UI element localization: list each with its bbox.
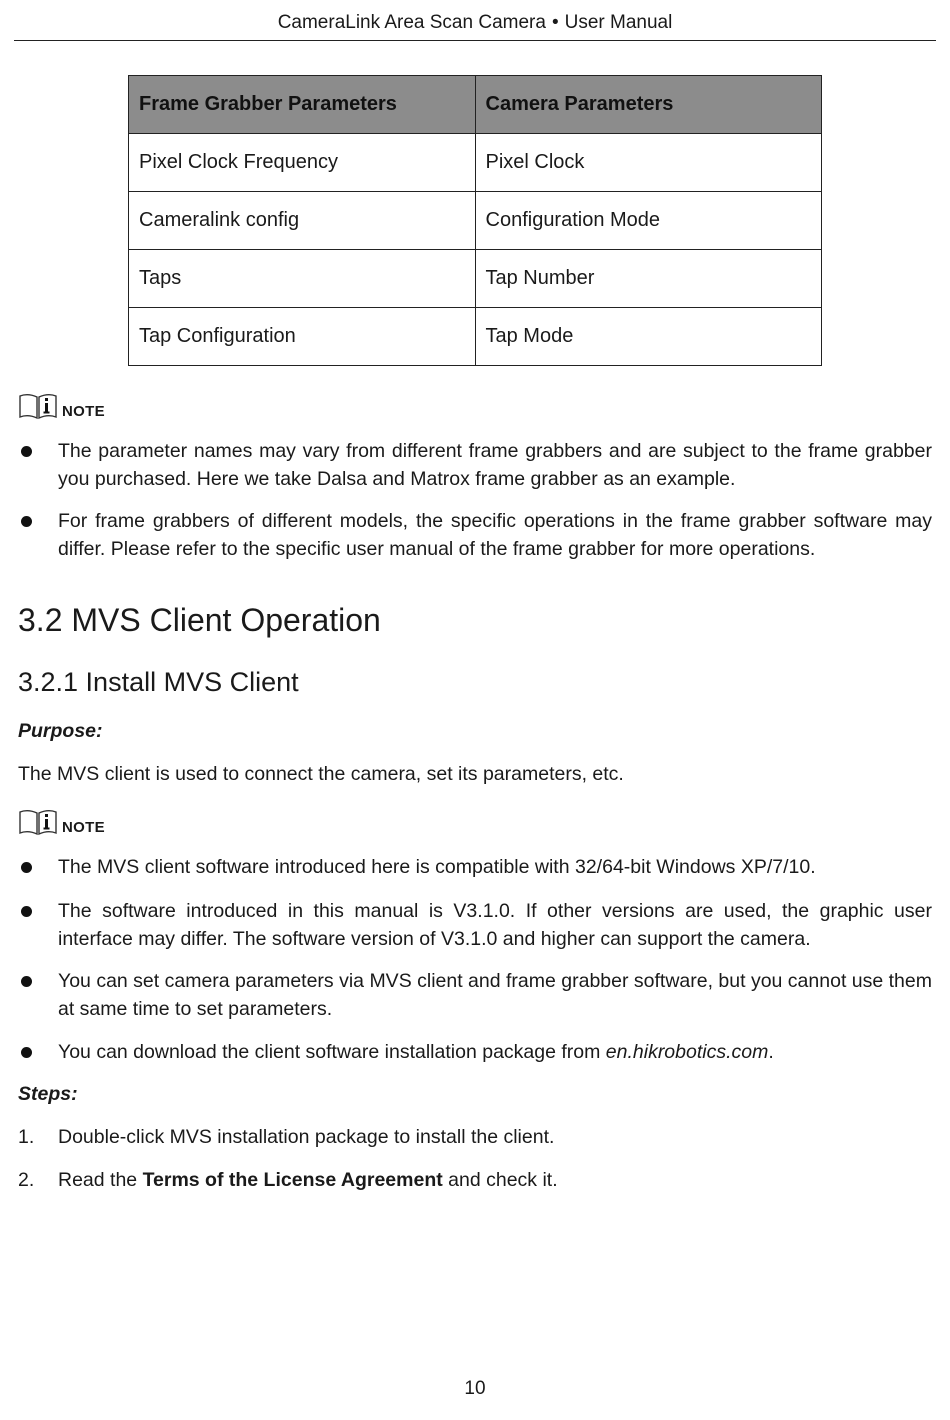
table-row <box>129 250 822 308</box>
list-item-text: For frame grabbers of different models, the specific operations in the frame grabber software may differ. Please refer to the specific user manual of the frame grabber for more operations. <box>58 510 932 560</box>
table-header-cell: Frame Grabber Parameters <box>129 76 476 134</box>
note-label: NOTE <box>62 403 105 420</box>
steps-label: Steps: <box>18 1083 78 1105</box>
table-row <box>129 134 822 192</box>
list-item <box>18 437 932 493</box>
list-item <box>18 967 932 1023</box>
list-item <box>18 1038 932 1066</box>
header-title: CameraLink Area Scan Camera <box>277 12 546 33</box>
parameter-mapping-table <box>128 75 822 366</box>
table-row <box>129 192 822 250</box>
note-label: NOTE <box>62 819 105 836</box>
license-agreement-term: Terms of the License Agreement <box>142 1169 443 1191</box>
table-cell: Configuration Mode <box>475 192 822 250</box>
table-header-row <box>129 76 822 134</box>
step-text-end: and check it. <box>442 1169 558 1191</box>
table-header-cell: Camera Parameters <box>475 76 822 134</box>
table-row <box>129 308 822 366</box>
bullet-icon <box>21 862 32 873</box>
list-item <box>18 853 932 881</box>
info-book-icon <box>18 392 58 420</box>
section-title: 3.2 MVS Client Operation <box>18 602 381 638</box>
table-cell: Pixel Clock <box>475 134 822 192</box>
header-doc-type: User Manual <box>564 12 673 33</box>
list-item-text: The software introduced in this manual is V3.1.0. If other versions are used, the graphic user interface may differ. The software version of V3.1.0 and higher can support the camera. <box>58 900 932 950</box>
download-text-end: . <box>768 1041 774 1063</box>
step-item <box>18 1126 554 1149</box>
subsection-title: 3.2.1 Install MVS Client <box>18 667 299 697</box>
bullet-icon <box>21 906 32 917</box>
step-text: Read the <box>58 1169 143 1191</box>
list-item-text: The parameter names may vary from different frame grabbers and are subject to the frame grabber you purchased. Here we take Dalsa and Matrox frame grabber as an example. <box>58 440 932 490</box>
table-cell: Tap Number <box>475 250 822 308</box>
bullet-icon <box>21 516 32 527</box>
website-link[interactable]: en.hikrobotics.com <box>605 1041 769 1063</box>
table-cell: Tap Configuration <box>129 308 476 366</box>
list-item-text: You can set camera parameters via MVS client and frame grabber software, but you cannot use them at same time to set parameters. <box>58 970 932 1020</box>
list-item <box>18 897 932 953</box>
list-item-text: The MVS client software introduced here is compatible with 32/64-bit Windows XP/7/10. <box>58 856 816 878</box>
list-item <box>18 507 932 563</box>
note-heading <box>18 390 105 420</box>
bullet-icon <box>21 976 32 987</box>
step-number: 1. <box>18 1126 35 1148</box>
header-separator: • <box>551 12 559 33</box>
table-cell: Pixel Clock Frequency <box>129 134 476 192</box>
bullet-icon <box>21 446 32 457</box>
table-cell: Tap Mode <box>475 308 822 366</box>
download-text: You can download the client software installation package from <box>58 1041 606 1063</box>
info-book-icon <box>18 808 58 836</box>
step-text: Double-click MVS installation package to install the client. <box>58 1126 555 1148</box>
page-number: 10 <box>464 1378 486 1399</box>
page-header <box>14 12 936 41</box>
purpose-text: The MVS client is used to connect the camera, set its parameters, etc. <box>18 763 624 785</box>
list-item-text <box>58 1038 932 1066</box>
step-number: 2. <box>18 1169 35 1191</box>
step-item <box>18 1169 558 1192</box>
table-cell: Taps <box>129 250 476 308</box>
bullet-icon <box>21 1047 32 1058</box>
purpose-label: Purpose: <box>18 720 103 742</box>
note-heading <box>18 806 105 836</box>
table-cell: Cameralink config <box>129 192 476 250</box>
